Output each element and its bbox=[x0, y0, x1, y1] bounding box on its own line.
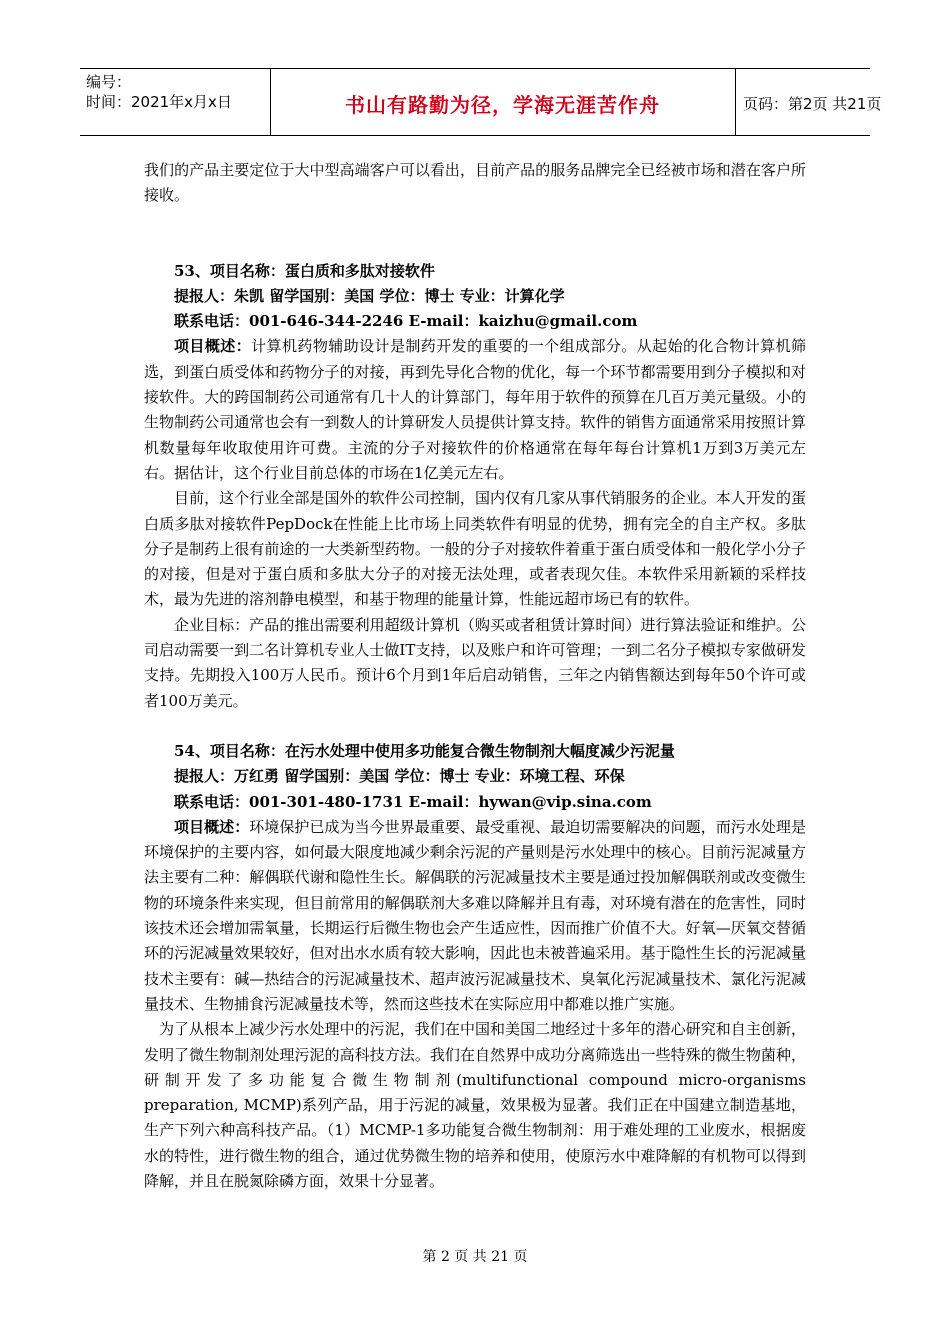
project-54-contact: 联系电话：001-301-480-1731 E-mail：hywan@vip.sina.com bbox=[174, 792, 652, 811]
overview-label: 项目概述： bbox=[174, 337, 252, 356]
page-header bbox=[80, 68, 882, 136]
overview-text: 环境保护已成为当今世界最重要、最受重视、最迫切需要解决的问题，而污水处理是环境保护的主要内容，如何最大限度地减少剩余污泥的产量则是污水处理中的核心。目前污泥减量方法主要有二种：解偶联代谢和隐性生长。解偶联的污泥减量技术主要是通过投加解偶联剂或改变微生物的环境条件来实现，但目前常用的解偶联剂大多难以降解并且有毒，对环境有潜在的危害性，同时该技术还会增加需氧量，长期运行后微生物也会产生适应性，因而推广价值不大。好氧—厌氧交替循环的污泥减量效果较好，但对出水水质有较大影响，因此也未被普遍采用。基于隐性生长的污泥减量技术主要有：碱—热结合的污泥减量技术、超声波污泥减量技术、臭氧化污泥减量技术、氯化污泥减量技术、生物捕食污泥减量技术等，然而这些技术在实际应用中都难以推广实施。 bbox=[144, 817, 806, 1013]
project-54-proposer: 提报人：万红勇 留学国别：美国 学位：博士 专业：环境工程、环保 bbox=[174, 767, 625, 786]
document-body bbox=[144, 158, 806, 1194]
section-spacer bbox=[144, 234, 806, 259]
project-53-proposer: 提报人：朱凯 留学国别：美国 学位：博士 专业：计算化学 bbox=[174, 286, 565, 305]
project-53-title: 53、项目名称：蛋白质和多肽对接软件 bbox=[174, 261, 435, 280]
header-motto-cell bbox=[270, 69, 736, 135]
project-54-overview bbox=[144, 815, 806, 1017]
page-footer: 第 2 页 共 21 页 bbox=[422, 1249, 528, 1265]
project-54-paragraph-2: 为了从根本上减少污水处理中的污泥，我们在中国和美国二地经过十多年的潜心研究和自主创新，发明了微生物制剂处理污泥的高科技方法。我们在自然界中成功分离筛选出一些特殊的微生物菌种，研制开发了多功能复合微生物制剂(multifunctional compound micro-organisms preparation, MCMP)系列产品，用于污泥的减量，效果极为显著。我们正在中国建立制造基地，生产下列六种高科技产品。（1）MCMP-1多功能复合微生物制剂：用于难处理的工业废水，根据废水的特性，进行微生物的组合，通过优势微生物的培养和使用，使原污水中难降解的有机物可以得到降解，并且在脱氮除磷方面，效果十分显著。 bbox=[144, 1020, 806, 1190]
overview-text: 计算机药物辅助设计是制药开发的重要的一个组成部分。从起始的化合物计算机筛选，到蛋白质受体和药物分子的对接，再到先导化合物的优化，每一个环节都需要用到分子模拟和对接软件。大的跨国制药公司通常有几十人的计算部门，每年用于软件的预算在几百万美元量级。小的生物制药公司通常也会有一到数人的计算研发人员提供计算支持。软件的销售方面通常采用按照计算机数量每年收取使用许可费。主流的分子对接软件的价格通常在每年每台计算机1万到3万美元左右。据估计，这个行业目前总体的市场在1亿美元左右。 bbox=[144, 337, 806, 482]
project-54-title: 54、项目名称：在污水处理中使用多功能复合微生物制剂大幅度减少污泥量 bbox=[174, 741, 675, 760]
project-53-overview bbox=[144, 334, 806, 486]
header-info-cell bbox=[80, 69, 271, 135]
header-date: 时间：2021年x月x日 bbox=[86, 93, 232, 111]
project-53-paragraph-2: 目前，这个行业全部是国外的软件公司控制，国内仅有几家从事代销服务的企业。本人开发的蛋白质多肽对接软件PepDock在性能上比市场上同类软件有明显的优势，拥有完全的自主产权。多肽分子是制药上很有前途的一大类新型药物。一般的分子对接软件着重于蛋白质受体和一般化学小分子的对接，但是对于蛋白质和多肽大分子的对接无法处理，或者表现欠佳。本软件采用新颖的采样技术，最为先进的溶剂静电模型，和基于物理的能量计算，性能远超市场已有的软件。 bbox=[144, 489, 806, 609]
project-53-paragraph-3: 企业目标：产品的推出需要利用超级计算机（购买或者租赁计算时间）进行算法验证和维护。公司启动需要一到二名计算机专业人士做IT支持，以及账户和许可管理；一到二名分子模拟专家做研发支持。先期投入100万人民币。预计6个月到1年后启动销售，三年之内销售额达到每年50个许可或者100万美元。 bbox=[144, 615, 806, 710]
section-spacer bbox=[144, 714, 806, 739]
header-page-cell bbox=[735, 69, 882, 135]
overview-label: 项目概述： bbox=[174, 817, 250, 836]
header-motto: 书山有路勤为径，学海无涯苦作舟 bbox=[345, 93, 660, 117]
section-spacer bbox=[144, 209, 806, 234]
project-53-contact: 联系电话：001-646-344-2246 E-mail：kaizhu@gmail.com bbox=[174, 312, 638, 331]
intro-paragraph: 我们的产品主要定位于大中型高端客户可以看出，目前产品的服务品牌完全已经被市场和潜在客户所接收。 bbox=[144, 161, 806, 205]
header-page-number: 页码：第2页 共21页 bbox=[743, 95, 882, 113]
header-number: 编号： bbox=[86, 73, 132, 91]
